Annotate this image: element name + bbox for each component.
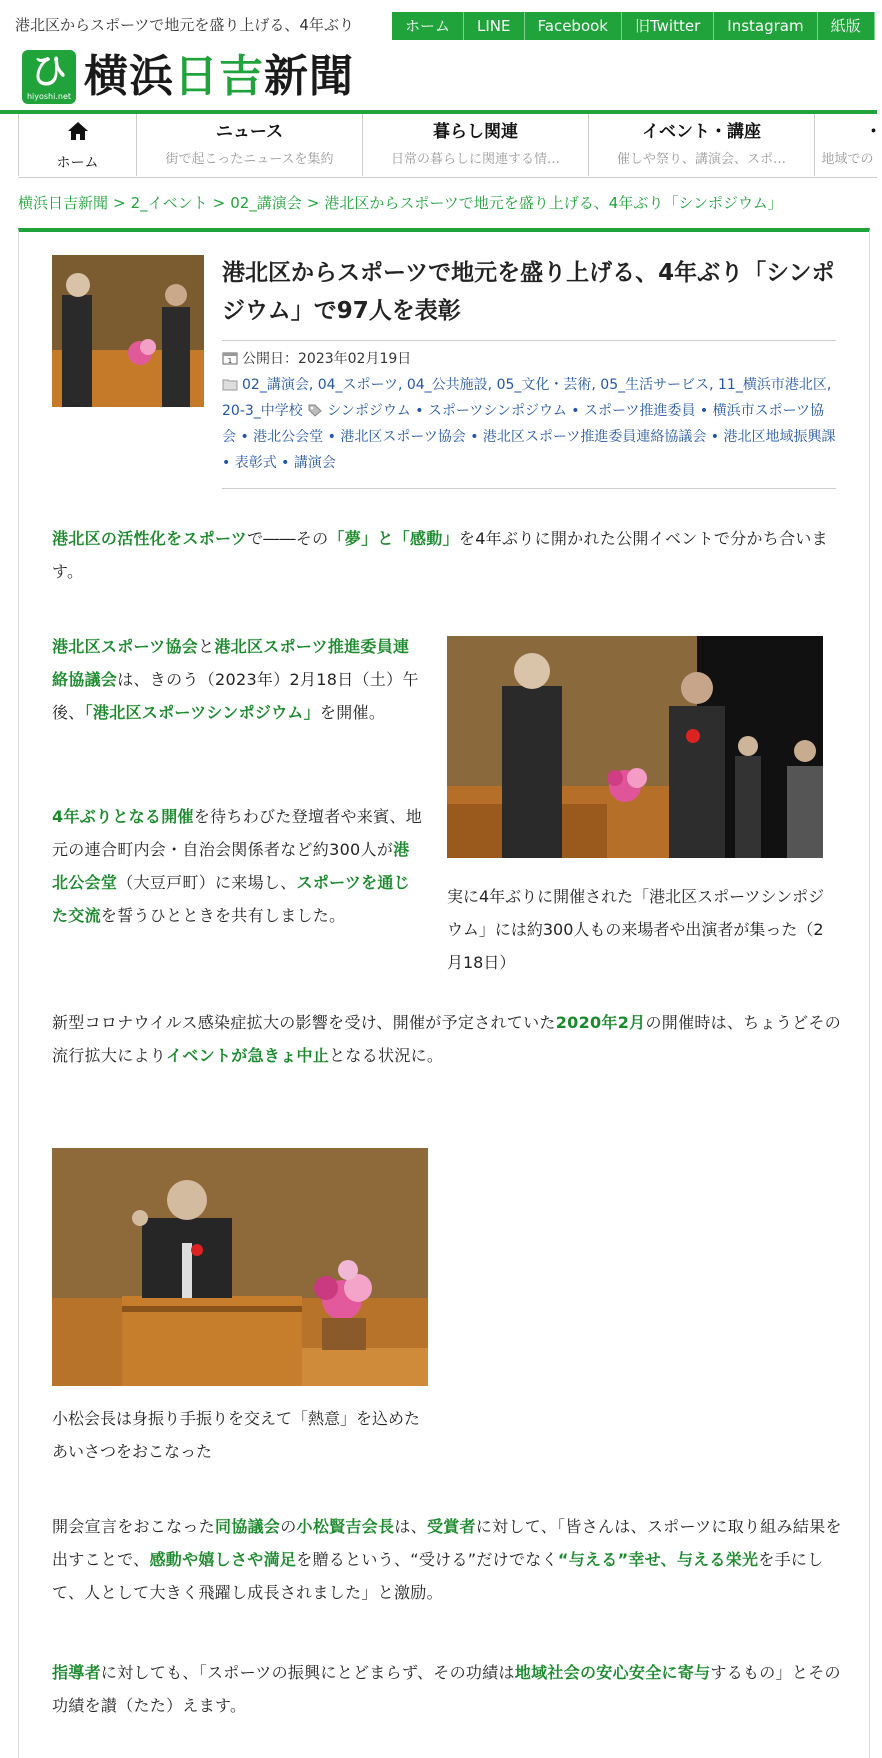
- breadcrumb-home[interactable]: 横浜日吉新聞: [18, 194, 109, 212]
- nav-news[interactable]: ニュース 街で起こったニュースを集約: [136, 114, 362, 176]
- article-title: 港北区からスポーツで地元を盛り上げる、4年ぶり「シンポジウム」で97人を表彰: [222, 260, 835, 324]
- main-nav: [18, 114, 882, 178]
- paragraph-chairman-remarks: 開会宣言をおこなった同協議会の小松賢吉会長は、受賞者に対して、「皆さんは、スポーツに取り組み結果を出すことで、感動や嬉しさや満足を贈るという、“受ける”だけでなく“与える”幸せ、与える栄光を手にして、人として大きく飛躍し成長されました」と激励。: [52, 1517, 842, 1602]
- nav-living[interactable]: 暮らし関連 日常の暮らしに関連する情…: [362, 114, 588, 176]
- topnav-line[interactable]: LINE: [464, 12, 524, 40]
- paragraph-attendance: 4年ぶりとなる開催を待ちわびた登壇者や来賓、地元の連合町内会・自治会関係者など約300人が港北公会堂（大豆戸町）に来場し、スポーツを通じた交流を誓うひとときを共有しました。: [52, 807, 423, 925]
- site-logo[interactable]: [22, 46, 354, 108]
- nav-home[interactable]: ホーム: [18, 114, 136, 176]
- tag-list[interactable]: シンポジウム • スポーツシンポジウム • スポーツ推進委員 • 横浜市スポーツ協会 • 港北公会堂 • 港北区スポーツ協会 • 港北区スポーツ推進委員連絡協議会 • 港北区地域振興課 • 表彰式 • 講演会: [222, 403, 836, 471]
- photo-award-ceremony: [447, 636, 823, 858]
- title-divider: [222, 340, 836, 341]
- calendar-icon: [222, 348, 238, 365]
- svg-text:1: 1: [227, 357, 233, 365]
- logo-mark-icon: ひ hiyoshi.net: [22, 50, 76, 104]
- photo-caption-1: 実に4年ぶりに開催された「港北区スポーツシンポジウム」には約300人もの来場者や出演者が集った（2月18日）: [447, 887, 825, 972]
- article-meta: [222, 346, 836, 476]
- site-tagline: 港北区からスポーツで地元を盛り上げる、4年ぶり: [15, 16, 354, 34]
- publish-date: 1 公開日：2023年02月19日: [222, 346, 836, 372]
- breadcrumb: 横浜日吉新聞 > 2_イベント > 02_講演会 > 港北区からスポーツで地元を盛り上げる、4年ぶり「シンポジウム」: [18, 194, 783, 212]
- nav-events[interactable]: イベント・講座 催しや祭り、講演会、スポ…: [588, 114, 814, 176]
- home-icon: [19, 120, 136, 148]
- photo-chairman-speech: [52, 1148, 428, 1386]
- meta-divider: [222, 488, 836, 489]
- topnav-print[interactable]: 紙版: [818, 12, 875, 40]
- breadcrumb-current: 港北区からスポーツで地元を盛り上げる、4年ぶり「シンポジウム」: [324, 194, 783, 212]
- paragraph-intro: 港北区の活性化をスポーツで――その「夢」と「感動」を4年ぶりに開かれた公開イベントで分かち合います。: [52, 529, 828, 581]
- paragraph-leaders: 指導者に対しても、「スポーツの振興にとどまらず、その功績は地域社会の安心安全に寄与するもの」とその功績を讃（たた）えます。: [52, 1663, 841, 1715]
- nav-more[interactable]: ・ 地域での: [814, 114, 874, 176]
- category-tags: [222, 372, 836, 476]
- category-list[interactable]: 02_講演会, 04_スポーツ, 04_公共施設, 05_文化・芸術, 05_生活サービス, 11_横浜市港北区, 20-3_中学校: [222, 377, 832, 419]
- photo-caption-2: 小松会長は身振り手振りを交えて「熱意」を込めたあいさつをおこなった: [52, 1409, 421, 1461]
- topnav-twitter[interactable]: 旧Twitter: [622, 12, 714, 40]
- folder-icon: [222, 374, 238, 388]
- topnav-home[interactable]: ホーム: [392, 12, 464, 40]
- paragraph-organizers: 港北区スポーツ協会と港北区スポーツ推進委員連絡協議会は、きのう（2023年）2月18日（土）午後、「港北区スポーツシンポジウム」を開催。: [52, 637, 419, 722]
- breadcrumb-event[interactable]: 2_イベント: [130, 194, 208, 212]
- top-nav: [392, 12, 875, 40]
- article-thumbnail: [52, 255, 204, 407]
- paragraph-covid: 新型コロナウイルス感染症拡大の影響を受け、開催が予定されていた2020年2月の開催時は、ちょうどその流行拡大によりイベントが急きょ中止となる状況に。: [52, 1013, 842, 1065]
- topnav-instagram[interactable]: Instagram: [714, 12, 817, 40]
- topnav-facebook[interactable]: Facebook: [525, 12, 622, 40]
- tag-icon: [307, 400, 323, 414]
- logo-text: 横浜日吉新聞: [84, 51, 354, 102]
- top-bar: [0, 0, 877, 42]
- breadcrumb-lecture[interactable]: 02_講演会: [230, 194, 302, 212]
